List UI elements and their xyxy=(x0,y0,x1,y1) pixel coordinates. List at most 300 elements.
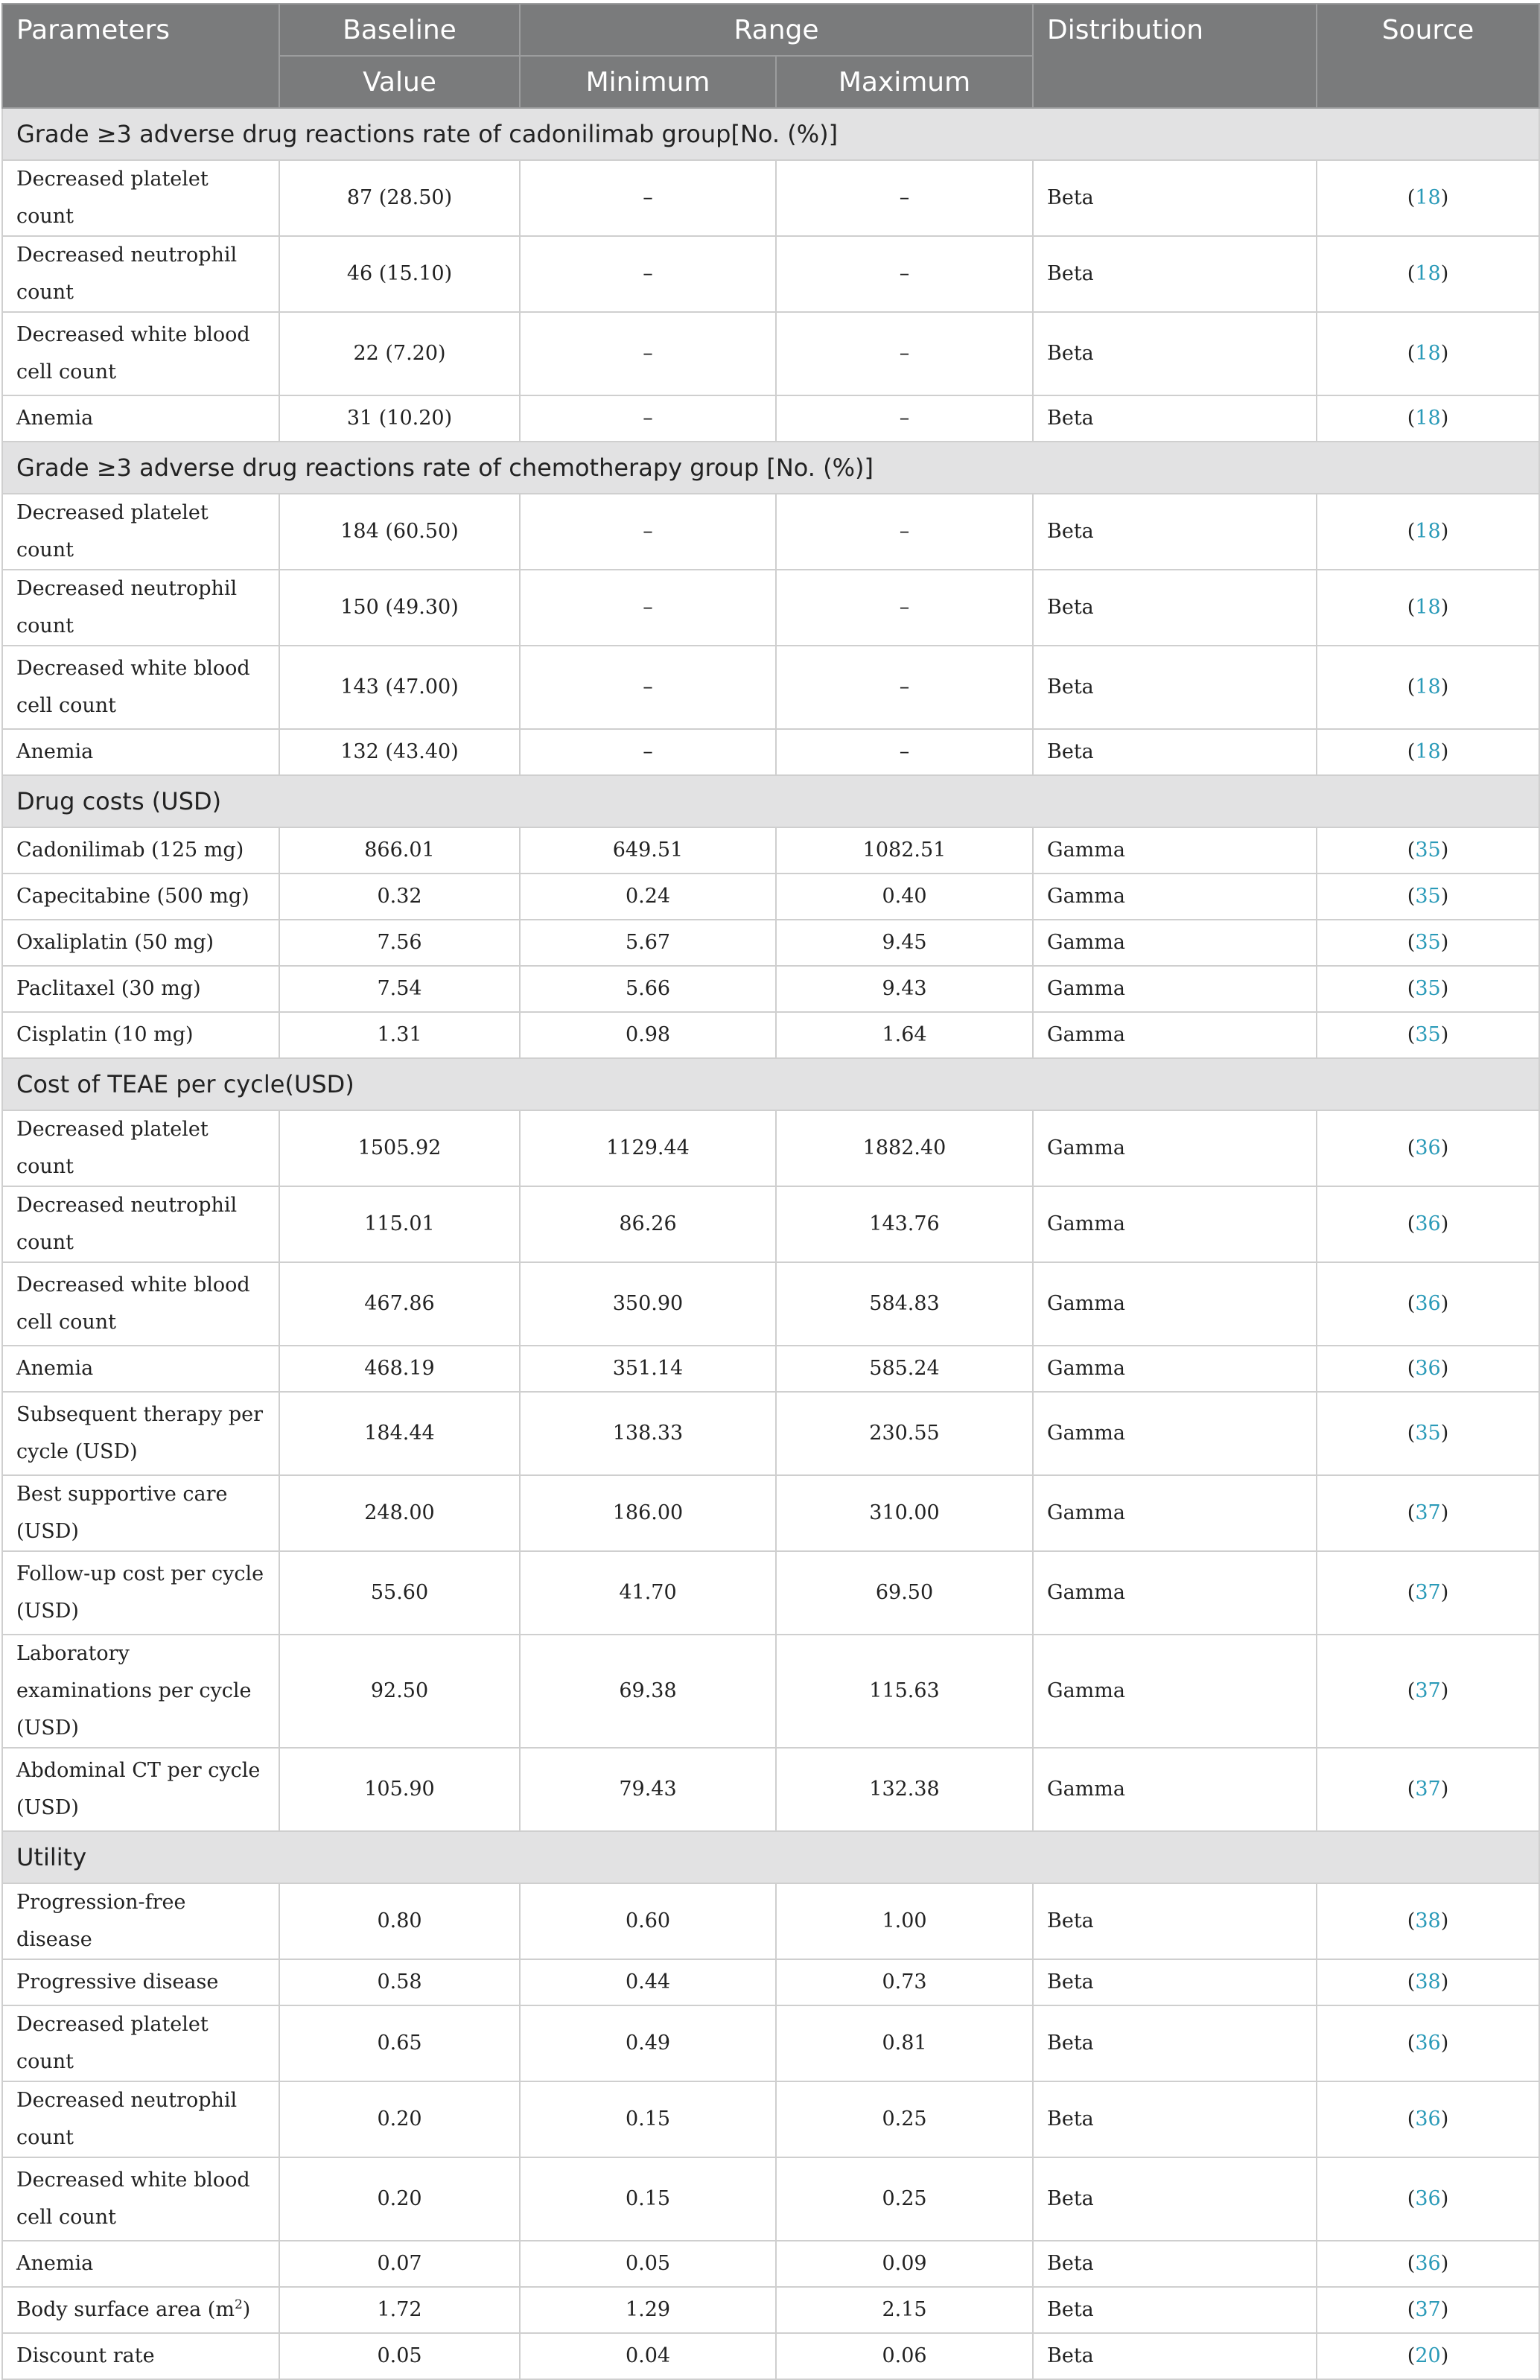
close-paren: ) xyxy=(1440,675,1449,699)
range-maximum-cell: 1.64 xyxy=(776,1012,1033,1058)
range-minimum-cell: 649.51 xyxy=(520,827,776,874)
range-maximum-cell: 1.00 xyxy=(776,1883,1033,1959)
range-minimum-cell: 0.44 xyxy=(520,1959,776,2005)
reference-link[interactable]: 18 xyxy=(1415,740,1441,763)
range-minimum-cell: 0.15 xyxy=(520,2157,776,2241)
reference-link[interactable]: 36 xyxy=(1415,2252,1441,2275)
table-row xyxy=(2,1475,1539,1551)
parameter-cell: Cadonilimab (125 mg) xyxy=(2,827,279,874)
open-paren: ( xyxy=(1407,1136,1416,1159)
distribution-cell: Gamma xyxy=(1033,1346,1317,1392)
close-paren: ) xyxy=(1440,1970,1449,1994)
reference-link[interactable]: 38 xyxy=(1415,1970,1441,1994)
header-distribution: Distribution xyxy=(1033,4,1317,108)
parameter-cell: Decreased white blood cell count xyxy=(2,1262,279,1346)
table-body xyxy=(2,108,1539,2379)
range-minimum-cell: 79.43 xyxy=(520,1748,776,1831)
reference-link[interactable]: 18 xyxy=(1415,342,1441,365)
source-cell xyxy=(1317,920,1539,966)
range-maximum-cell: – xyxy=(776,160,1033,236)
open-paren: ( xyxy=(1407,1292,1416,1315)
parameter-cell: Discount rate xyxy=(2,2333,279,2379)
baseline-value-cell: 46 (15.10) xyxy=(279,236,520,312)
table-row xyxy=(2,570,1539,646)
source-cell xyxy=(1317,1346,1539,1392)
close-paren: ) xyxy=(1440,186,1449,209)
parameter-cell: Subsequent therapy per cycle (USD) xyxy=(2,1392,279,1475)
close-paren: ) xyxy=(1440,1023,1449,1046)
range-minimum-cell: 350.90 xyxy=(520,1262,776,1346)
baseline-value-cell: 1.72 xyxy=(279,2287,520,2333)
reference-link[interactable]: 18 xyxy=(1415,262,1441,285)
source-cell xyxy=(1317,236,1539,312)
parameter-cell: Decreased white blood cell count xyxy=(2,646,279,729)
table-row xyxy=(2,160,1539,236)
parameter-cell: Decreased neutrophil count xyxy=(2,570,279,646)
reference-link[interactable]: 18 xyxy=(1415,186,1441,209)
baseline-value-cell: 467.86 xyxy=(279,1262,520,1346)
header-parameters: Parameters xyxy=(2,4,279,108)
parameter-cell: Abdominal CT per cycle (USD) xyxy=(2,1748,279,1831)
range-maximum-cell: 9.45 xyxy=(776,920,1033,966)
range-minimum-cell: 1129.44 xyxy=(520,1110,776,1186)
parameter-cell: Anemia xyxy=(2,395,279,442)
section-header-row xyxy=(2,1831,1539,1883)
baseline-value-cell: 143 (47.00) xyxy=(279,646,520,729)
table-row xyxy=(2,1346,1539,1392)
reference-link[interactable]: 37 xyxy=(1415,1581,1441,1604)
table-row xyxy=(2,2157,1539,2241)
range-maximum-cell: 115.63 xyxy=(776,1635,1033,1748)
parameter-cell: Capecitabine (500 mg) xyxy=(2,874,279,920)
close-paren: ) xyxy=(1440,2187,1449,2210)
close-paren: ) xyxy=(1440,1212,1449,1235)
range-maximum-cell: 2.15 xyxy=(776,2287,1033,2333)
table-row xyxy=(2,2333,1539,2379)
range-maximum-cell: – xyxy=(776,395,1033,442)
open-paren: ( xyxy=(1407,520,1416,543)
section-title: Grade ≥3 adverse drug reactions rate of chemotherapy group [No. (%)] xyxy=(2,442,1539,494)
source-cell xyxy=(1317,2157,1539,2241)
range-maximum-cell: 0.25 xyxy=(776,2081,1033,2157)
source-cell xyxy=(1317,729,1539,775)
table-row xyxy=(2,395,1539,442)
close-paren: ) xyxy=(1440,596,1449,619)
range-minimum-cell: – xyxy=(520,494,776,570)
open-paren: ( xyxy=(1407,1212,1416,1235)
range-minimum-cell: – xyxy=(520,570,776,646)
range-maximum-cell: 143.76 xyxy=(776,1186,1033,1262)
parameter-cell: Decreased platelet count xyxy=(2,160,279,236)
baseline-value-cell: 0.65 xyxy=(279,2005,520,2081)
baseline-value-cell: 1505.92 xyxy=(279,1110,520,1186)
baseline-value-cell: 1.31 xyxy=(279,1012,520,1058)
baseline-value-cell: 184.44 xyxy=(279,1392,520,1475)
range-maximum-cell: 0.73 xyxy=(776,1959,1033,2005)
parameter-text: Body surface area $(m^2)$ xyxy=(16,2297,251,2321)
range-maximum-cell: 1882.40 xyxy=(776,1110,1033,1186)
source-cell xyxy=(1317,1186,1539,1262)
range-minimum-cell: – xyxy=(520,729,776,775)
parameter-cell: Decreased white blood cell count xyxy=(2,2157,279,2241)
open-paren: ( xyxy=(1407,342,1416,365)
close-paren: ) xyxy=(1440,1357,1449,1380)
open-paren: ( xyxy=(1407,1422,1416,1445)
table-row xyxy=(2,1262,1539,1346)
reference-link[interactable]: 37 xyxy=(1415,1679,1441,1702)
baseline-value-cell: 31 (10.20) xyxy=(279,395,520,442)
section-title: Utility xyxy=(2,1831,1539,1883)
open-paren: ( xyxy=(1407,675,1416,699)
parameter-cell: Paclitaxel (30 mg) xyxy=(2,966,279,1012)
distribution-cell: Beta xyxy=(1033,395,1317,442)
source-cell xyxy=(1317,2333,1539,2379)
range-minimum-cell: 86.26 xyxy=(520,1186,776,1262)
open-paren: ( xyxy=(1407,977,1416,1000)
source-cell xyxy=(1317,966,1539,1012)
close-paren: ) xyxy=(1440,2344,1449,2367)
close-paren: ) xyxy=(1440,885,1449,908)
header-baseline: Baseline xyxy=(279,4,520,56)
reference-link[interactable]: 36 xyxy=(1415,1212,1441,1235)
source-cell xyxy=(1317,1635,1539,1748)
distribution-cell: Gamma xyxy=(1033,1475,1317,1551)
parameter-cell: Anemia xyxy=(2,729,279,775)
distribution-cell: Beta xyxy=(1033,1959,1317,2005)
open-paren: ( xyxy=(1407,1778,1416,1801)
range-minimum-cell: 0.24 xyxy=(520,874,776,920)
range-maximum-cell: 0.81 xyxy=(776,2005,1033,2081)
table-row xyxy=(2,312,1539,395)
table-row xyxy=(2,1959,1539,2005)
range-maximum-cell: 230.55 xyxy=(776,1392,1033,1475)
section-title: Cost of TEAE per cycle(USD) xyxy=(2,1058,1539,1110)
reference-link[interactable]: 37 xyxy=(1415,1501,1441,1524)
open-paren: ( xyxy=(1407,186,1416,209)
parameters-table xyxy=(1,3,1540,2380)
table-row xyxy=(2,2241,1539,2287)
baseline-value-cell: 866.01 xyxy=(279,827,520,874)
range-maximum-cell: 69.50 xyxy=(776,1551,1033,1635)
reference-link[interactable]: 36 xyxy=(1415,2187,1441,2210)
range-maximum-cell: – xyxy=(776,312,1033,395)
source-cell xyxy=(1317,1551,1539,1635)
open-paren: ( xyxy=(1407,2031,1416,2055)
open-paren: ( xyxy=(1407,1023,1416,1046)
distribution-cell: Beta xyxy=(1033,312,1317,395)
parameter-cell: Decreased platelet count xyxy=(2,1110,279,1186)
table-row xyxy=(2,1392,1539,1475)
distribution-cell: Gamma xyxy=(1033,966,1317,1012)
distribution-cell: Gamma xyxy=(1033,1186,1317,1262)
open-paren: ( xyxy=(1407,885,1416,908)
reference-link[interactable]: 36 xyxy=(1415,1292,1441,1315)
open-paren: ( xyxy=(1407,1501,1416,1524)
reference-link[interactable]: 35 xyxy=(1415,931,1441,954)
open-paren: ( xyxy=(1407,931,1416,954)
close-paren: ) xyxy=(1440,2031,1449,2055)
baseline-value-cell: 0.05 xyxy=(279,2333,520,2379)
reference-link[interactable]: 20 xyxy=(1415,2344,1441,2367)
source-cell xyxy=(1317,1959,1539,2005)
open-paren: ( xyxy=(1407,740,1416,763)
range-minimum-cell: 5.67 xyxy=(520,920,776,966)
open-paren: ( xyxy=(1407,407,1416,430)
close-paren: ) xyxy=(1440,342,1449,365)
parameter-cell: Laboratory examinations per cycle (USD) xyxy=(2,1635,279,1748)
source-cell xyxy=(1317,395,1539,442)
table-row xyxy=(2,827,1539,874)
reference-link[interactable]: 35 xyxy=(1415,977,1441,1000)
range-minimum-cell: 138.33 xyxy=(520,1392,776,1475)
table-row xyxy=(2,1012,1539,1058)
close-paren: ) xyxy=(1440,839,1449,862)
close-paren: ) xyxy=(1440,407,1449,430)
distribution-cell: Gamma xyxy=(1033,1392,1317,1475)
range-maximum-cell: – xyxy=(776,646,1033,729)
range-maximum-cell: 310.00 xyxy=(776,1475,1033,1551)
close-paren: ) xyxy=(1440,1679,1449,1702)
close-paren: ) xyxy=(1440,2252,1449,2275)
parameter-cell: Anemia xyxy=(2,1346,279,1392)
open-paren: ( xyxy=(1407,1581,1416,1604)
reference-link[interactable]: 35 xyxy=(1415,1023,1441,1046)
range-minimum-cell: – xyxy=(520,160,776,236)
close-paren: ) xyxy=(1440,1909,1449,1932)
range-minimum-cell: 0.98 xyxy=(520,1012,776,1058)
close-paren: ) xyxy=(1440,1501,1449,1524)
close-paren: ) xyxy=(1440,2107,1449,2131)
range-minimum-cell: – xyxy=(520,236,776,312)
open-paren: ( xyxy=(1407,262,1416,285)
reference-link[interactable]: 37 xyxy=(1415,2298,1441,2321)
range-minimum-cell: – xyxy=(520,312,776,395)
open-paren: ( xyxy=(1407,1970,1416,1994)
distribution-cell: Gamma xyxy=(1033,1262,1317,1346)
reference-link[interactable]: 36 xyxy=(1415,1136,1441,1159)
open-paren: ( xyxy=(1407,2107,1416,2131)
table-row xyxy=(2,966,1539,1012)
parameter-cell: Best supportive care (USD) xyxy=(2,1475,279,1551)
source-cell xyxy=(1317,1475,1539,1551)
source-cell xyxy=(1317,1110,1539,1186)
distribution-cell: Gamma xyxy=(1033,1635,1317,1748)
reference-link[interactable]: 38 xyxy=(1415,1909,1441,1932)
baseline-value-cell: 0.07 xyxy=(279,2241,520,2287)
section-title: Drug costs (USD) xyxy=(2,775,1539,827)
section-title: Grade ≥3 adverse drug reactions rate of cadonilimab group[No. (%)] xyxy=(2,108,1539,160)
baseline-value-cell: 0.20 xyxy=(279,2157,520,2241)
close-paren: ) xyxy=(1440,1778,1449,1801)
range-maximum-cell: 0.09 xyxy=(776,2241,1033,2287)
distribution-cell: Beta xyxy=(1033,2287,1317,2333)
range-maximum-cell: 0.06 xyxy=(776,2333,1033,2379)
source-cell xyxy=(1317,1748,1539,1831)
parameter-cell: Follow-up cost per cycle (USD) xyxy=(2,1551,279,1635)
range-maximum-cell: 0.40 xyxy=(776,874,1033,920)
reference-link[interactable]: 35 xyxy=(1415,839,1441,862)
close-paren: ) xyxy=(1440,262,1449,285)
parameter-cell: Anemia xyxy=(2,2241,279,2287)
range-minimum-cell: 69.38 xyxy=(520,1635,776,1748)
baseline-value-cell: 105.90 xyxy=(279,1748,520,1831)
distribution-cell: Gamma xyxy=(1033,827,1317,874)
baseline-value-cell: 7.54 xyxy=(279,966,520,1012)
parameter-cell: Decreased neutrophil count xyxy=(2,2081,279,2157)
close-paren: ) xyxy=(1440,931,1449,954)
reference-link[interactable]: 35 xyxy=(1415,885,1441,908)
open-paren: ( xyxy=(1407,2252,1416,2275)
reference-link[interactable]: 18 xyxy=(1415,596,1441,619)
distribution-cell: Gamma xyxy=(1033,1748,1317,1831)
reference-link[interactable]: 36 xyxy=(1415,2107,1441,2131)
source-cell xyxy=(1317,827,1539,874)
distribution-cell: Beta xyxy=(1033,160,1317,236)
baseline-value-cell: 55.60 xyxy=(279,1551,520,1635)
table-header xyxy=(2,4,1539,108)
source-cell xyxy=(1317,2287,1539,2333)
range-maximum-cell: 0.25 xyxy=(776,2157,1033,2241)
baseline-value-cell: 92.50 xyxy=(279,1635,520,1748)
source-cell xyxy=(1317,570,1539,646)
table-row xyxy=(2,2005,1539,2081)
distribution-cell: Beta xyxy=(1033,646,1317,729)
close-paren: ) xyxy=(1440,2298,1449,2321)
distribution-cell: Beta xyxy=(1033,2081,1317,2157)
section-header-row xyxy=(2,108,1539,160)
distribution-cell: Gamma xyxy=(1033,874,1317,920)
parameter-cell: Progression-free disease xyxy=(2,1883,279,1959)
table-row xyxy=(2,1883,1539,1959)
open-paren: ( xyxy=(1407,1909,1416,1932)
range-maximum-cell: – xyxy=(776,236,1033,312)
open-paren: ( xyxy=(1407,839,1416,862)
table-row xyxy=(2,1748,1539,1831)
distribution-cell: Beta xyxy=(1033,1883,1317,1959)
close-paren: ) xyxy=(1440,1136,1449,1159)
close-paren: ) xyxy=(1440,740,1449,763)
source-cell xyxy=(1317,312,1539,395)
parameter-cell: Cisplatin (10 mg) xyxy=(2,1012,279,1058)
range-minimum-cell: 351.14 xyxy=(520,1346,776,1392)
table-row xyxy=(2,920,1539,966)
table-row xyxy=(2,2081,1539,2157)
source-cell xyxy=(1317,2081,1539,2157)
reference-link[interactable]: 37 xyxy=(1415,1778,1441,1801)
range-maximum-cell: 1082.51 xyxy=(776,827,1033,874)
range-minimum-cell: 5.66 xyxy=(520,966,776,1012)
header-range: Range xyxy=(520,4,1033,56)
table-row xyxy=(2,1635,1539,1748)
open-paren: ( xyxy=(1407,596,1416,619)
source-cell xyxy=(1317,1883,1539,1959)
baseline-value-cell: 87 (28.50) xyxy=(279,160,520,236)
close-paren: ) xyxy=(1440,1292,1449,1315)
baseline-value-cell: 132 (43.40) xyxy=(279,729,520,775)
range-minimum-cell: 0.60 xyxy=(520,1883,776,1959)
table-row xyxy=(2,236,1539,312)
close-paren: ) xyxy=(1440,1581,1449,1604)
reference-link[interactable]: 18 xyxy=(1415,520,1441,543)
section-header-row xyxy=(2,442,1539,494)
range-minimum-cell: 186.00 xyxy=(520,1475,776,1551)
baseline-value-cell: 248.00 xyxy=(279,1475,520,1551)
table-row xyxy=(2,1110,1539,1186)
open-paren: ( xyxy=(1407,2344,1416,2367)
header-minimum: Minimum xyxy=(520,56,776,108)
reference-link[interactable]: 36 xyxy=(1415,1357,1441,1380)
range-maximum-cell: – xyxy=(776,570,1033,646)
range-minimum-cell: 1.29 xyxy=(520,2287,776,2333)
source-cell xyxy=(1317,160,1539,236)
distribution-cell: Gamma xyxy=(1033,920,1317,966)
table-row xyxy=(2,646,1539,729)
parameter-cell: Oxaliplatin (50 mg) xyxy=(2,920,279,966)
range-minimum-cell: 0.04 xyxy=(520,2333,776,2379)
open-paren: ( xyxy=(1407,1679,1416,1702)
baseline-value-cell: 115.01 xyxy=(279,1186,520,1262)
reference-link[interactable]: 18 xyxy=(1415,675,1441,699)
table-row xyxy=(2,874,1539,920)
parameter-cell: Decreased platelet count xyxy=(2,494,279,570)
parameter-cell: Decreased neutrophil count xyxy=(2,236,279,312)
reference-link[interactable]: 35 xyxy=(1415,1422,1441,1445)
range-minimum-cell: – xyxy=(520,395,776,442)
baseline-value-cell: 7.56 xyxy=(279,920,520,966)
range-maximum-cell: 9.43 xyxy=(776,966,1033,1012)
table-row xyxy=(2,1186,1539,1262)
close-paren: ) xyxy=(1440,977,1449,1000)
range-minimum-cell: – xyxy=(520,646,776,729)
parameter-cell xyxy=(2,2287,279,2333)
range-maximum-cell: 585.24 xyxy=(776,1346,1033,1392)
distribution-cell: Gamma xyxy=(1033,1551,1317,1635)
table-row xyxy=(2,2287,1539,2333)
baseline-value-cell: 0.80 xyxy=(279,1883,520,1959)
range-maximum-cell: 584.83 xyxy=(776,1262,1033,1346)
range-maximum-cell: 132.38 xyxy=(776,1748,1033,1831)
parameter-cell: Decreased neutrophil count xyxy=(2,1186,279,1262)
table-row xyxy=(2,729,1539,775)
range-minimum-cell: 0.05 xyxy=(520,2241,776,2287)
distribution-cell: Beta xyxy=(1033,236,1317,312)
open-paren: ( xyxy=(1407,2298,1416,2321)
source-cell xyxy=(1317,2005,1539,2081)
close-paren: ) xyxy=(1440,520,1449,543)
header-source: Source xyxy=(1317,4,1539,108)
section-header-row xyxy=(2,1058,1539,1110)
header-value: Value xyxy=(279,56,520,108)
section-header-row xyxy=(2,775,1539,827)
range-minimum-cell: 0.15 xyxy=(520,2081,776,2157)
distribution-cell: Beta xyxy=(1033,494,1317,570)
reference-link[interactable]: 36 xyxy=(1415,2031,1441,2055)
range-maximum-cell: – xyxy=(776,494,1033,570)
open-paren: ( xyxy=(1407,2187,1416,2210)
source-cell xyxy=(1317,2241,1539,2287)
distribution-cell: Beta xyxy=(1033,2241,1317,2287)
source-cell xyxy=(1317,646,1539,729)
reference-link[interactable]: 18 xyxy=(1415,407,1441,430)
range-minimum-cell: 41.70 xyxy=(520,1551,776,1635)
parameter-cell: Decreased white blood cell count xyxy=(2,312,279,395)
distribution-cell: Gamma xyxy=(1033,1012,1317,1058)
baseline-value-cell: 184 (60.50) xyxy=(279,494,520,570)
distribution-cell: Beta xyxy=(1033,2333,1317,2379)
baseline-value-cell: 22 (7.20) xyxy=(279,312,520,395)
parameter-cell: Progressive disease xyxy=(2,1959,279,2005)
range-maximum-cell: – xyxy=(776,729,1033,775)
